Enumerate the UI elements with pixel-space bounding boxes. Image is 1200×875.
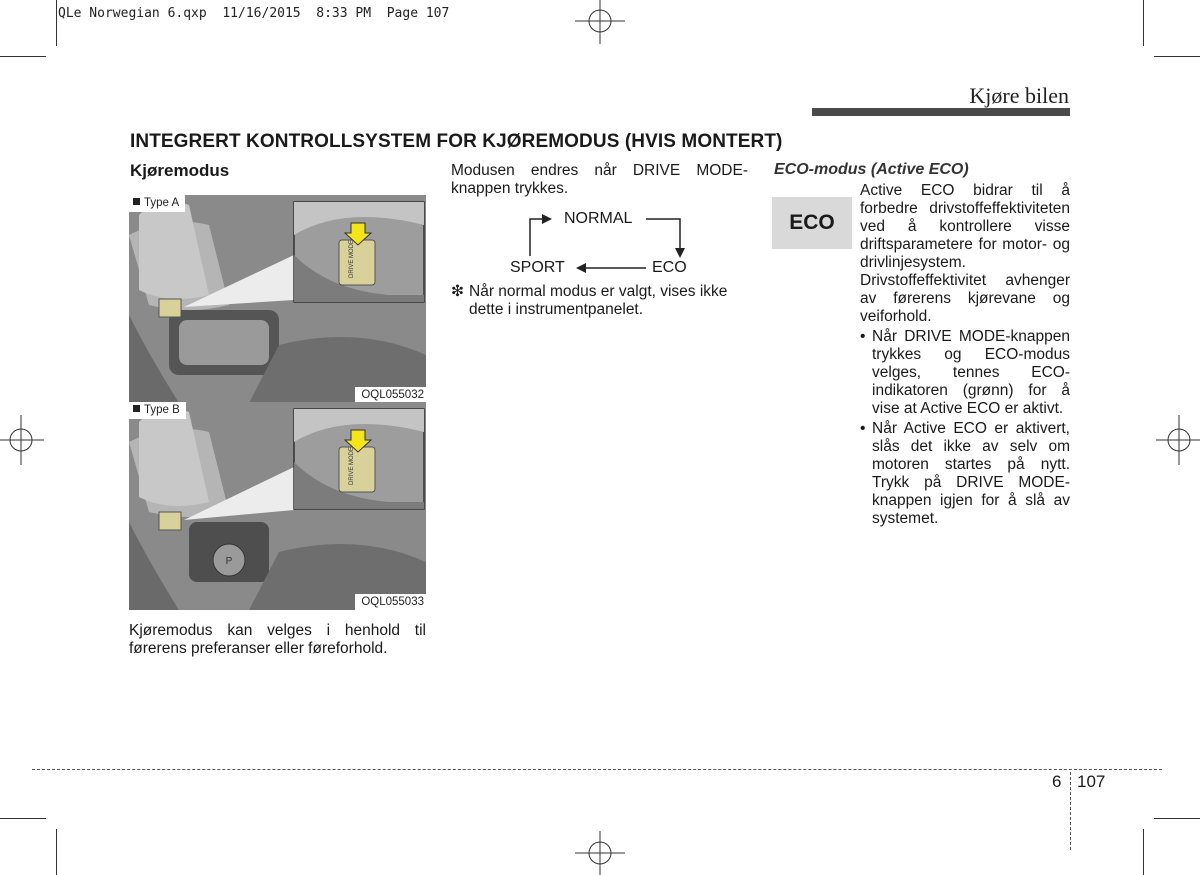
console-illustration-b: [129, 402, 426, 610]
figure-label-b: Type B: [129, 402, 186, 419]
chapter-bar: [812, 108, 1070, 116]
eco-bullet-list: [860, 328, 1070, 528]
figure-type-b: [129, 402, 426, 610]
registration-mark-right: [1154, 410, 1200, 470]
chapter-number: 6: [1052, 772, 1062, 791]
figure-label-a: Type A: [129, 195, 185, 212]
footer-rule: [32, 769, 1162, 770]
mode-sport-label: SPORT: [510, 259, 565, 276]
section-heading: INTEGRERT KONTROLLSYSTEM FOR KJØREMODUS (HVIS MONTERT): [130, 131, 783, 152]
figure-code-a: OQL055032: [355, 387, 426, 403]
mode-eco-label: ECO: [652, 259, 687, 276]
drive-mode-button-text: DRIVE MODE: [349, 239, 355, 279]
page-number: 107: [1077, 772, 1106, 791]
eco-bullet-2: • Når Active ECO er aktivert, slås det ikke av selv om motoren startes på nytt. Trykk på DRIVE MODE-knappen igjen for å slå av systemet.: [860, 420, 1070, 528]
figure-type-a: [129, 195, 426, 403]
drive-mode-intro: Modusen endres når DRIVE MODE-knappen trykkes.: [451, 162, 748, 197]
mode-cycle-diagram: [500, 200, 700, 285]
normal-mode-note: ❇ Når normal modus er valgt, vises ikke dette i instrumentpanelet.: [451, 283, 728, 318]
registration-mark-top: [570, 0, 630, 46]
eco-indicator-icon: ECO: [772, 197, 852, 249]
mode-normal-label: NORMAL: [564, 210, 633, 227]
eco-bullet-1: • Når DRIVE MODE-knappen trykkes og ECO-modus velges, tennes ECO-indikatoren (grønn) for å vise at Active ECO er aktivt.: [860, 328, 1070, 418]
bullet-square-icon: [133, 198, 140, 205]
eco-paragraph: Active ECO bidrar til å forbedre drivstoffeffektiviteten ved å kontrollere visse driftsparametere for motor- og drivlinjesystem. Drivstoffeffektivitet avhenger av førerens kjørevane og veiforhold.: [860, 182, 1070, 325]
chapter-title: Kjøre bilen: [969, 83, 1069, 108]
kjoremodus-paragraph: Kjøremodus kan velges i henhold til førerens preferanser eller føreforhold.: [129, 622, 426, 657]
footer-divider: [1070, 772, 1071, 850]
kjoremodus-heading: Kjøremodus: [130, 161, 230, 180]
registration-mark-bottom: [570, 829, 630, 875]
console-illustration-a: [129, 195, 426, 403]
note-symbol-icon: ❇: [451, 283, 464, 300]
print-slug: QLe Norwegian 6.qxp 11/16/2015 8:33 PM Page 107: [58, 6, 450, 21]
svg-text:P: P: [225, 556, 233, 567]
figure-code-b: OQL055033: [355, 594, 426, 610]
bullet-square-icon: [133, 405, 140, 412]
eco-mode-heading: ECO-modus (Active ECO): [774, 161, 969, 178]
drive-mode-button-text: DRIVE MODE: [349, 446, 355, 486]
registration-mark-left: [0, 410, 46, 470]
